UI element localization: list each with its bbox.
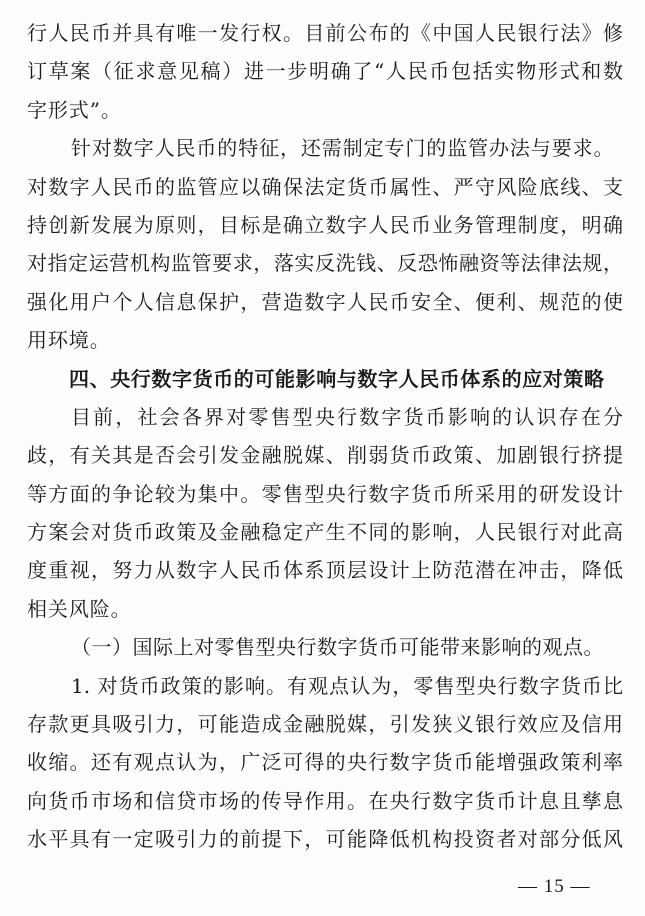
text-line: 对指定运营机构监管要求，落实反洗钱、反恐怖融资等法律法规， <box>27 251 623 276</box>
text-line: 歧，有关其是否会引发金融脱媒、削弱货币政策、加剧银行挤提 <box>27 443 623 468</box>
text-line: 向货币市场和信贷市场的传导作用。在央行数字货币计息且孳息 <box>27 788 623 813</box>
text-line: 等方面的争论较为集中。零售型央行数字货币所采用的研发设计 <box>27 481 623 506</box>
paragraph-first-line: 针对数字人民币的特征，还需制定专门的监管办法与要求。 <box>71 136 615 161</box>
text-line: 相关风险。 <box>27 596 132 621</box>
text-line: 收缩。还有观点认为，广泛可得的央行数字货币能增强政策利率 <box>27 750 623 775</box>
text-line: 持创新发展为原则，目标是确立数字人民币业务管理制度，明确 <box>27 212 623 237</box>
text-line: 存款更具吸引力，可能造成金融脱媒，引发狭义银行效应及信用 <box>27 712 623 737</box>
page-number: — 15 — <box>518 876 591 897</box>
paragraph-first-line: 目前，社会各界对零售型央行数字货币影响的认识存在分 <box>71 404 623 429</box>
text-line: 水平具有一定吸引力的前提下，可能降低机构投资者对部分低风 <box>27 827 623 852</box>
subsection-heading: （一）国际上对零售型央行数字货币可能带来影响的观点。 <box>71 635 604 660</box>
body-text <box>27 14 623 859</box>
text-line: 强化用户个人信息保护，营造数字人民币安全、便利、规范的使 <box>27 289 623 314</box>
text-line: 字形式”。 <box>27 97 122 122</box>
text-line: 用环境。 <box>27 328 111 353</box>
section-heading: 四、央行数字货币的可能影响与数字人民币体系的应对策略 <box>69 366 605 391</box>
paragraph-first-line: 1. 对货币政策的影响。有观点认为，零售型央行数字货币比 <box>71 673 623 698</box>
text-line: 度重视，努力从数字人民币体系顶层设计上防范潜在冲击，降低 <box>27 558 623 583</box>
text-line: 订草案（征求意见稿）进一步明确了“人民币包括实物形式和数 <box>27 59 623 84</box>
text-line: 对数字人民币的监管应以确保法定货币属性、严守风险底线、支 <box>27 174 623 199</box>
text-line: 行人民币并具有唯一发行权。目前公布的《中国人民银行法》修 <box>27 21 623 45</box>
text-line: 方案会对货币政策及金融稳定产生不同的影响，人民银行对此高 <box>27 520 623 545</box>
